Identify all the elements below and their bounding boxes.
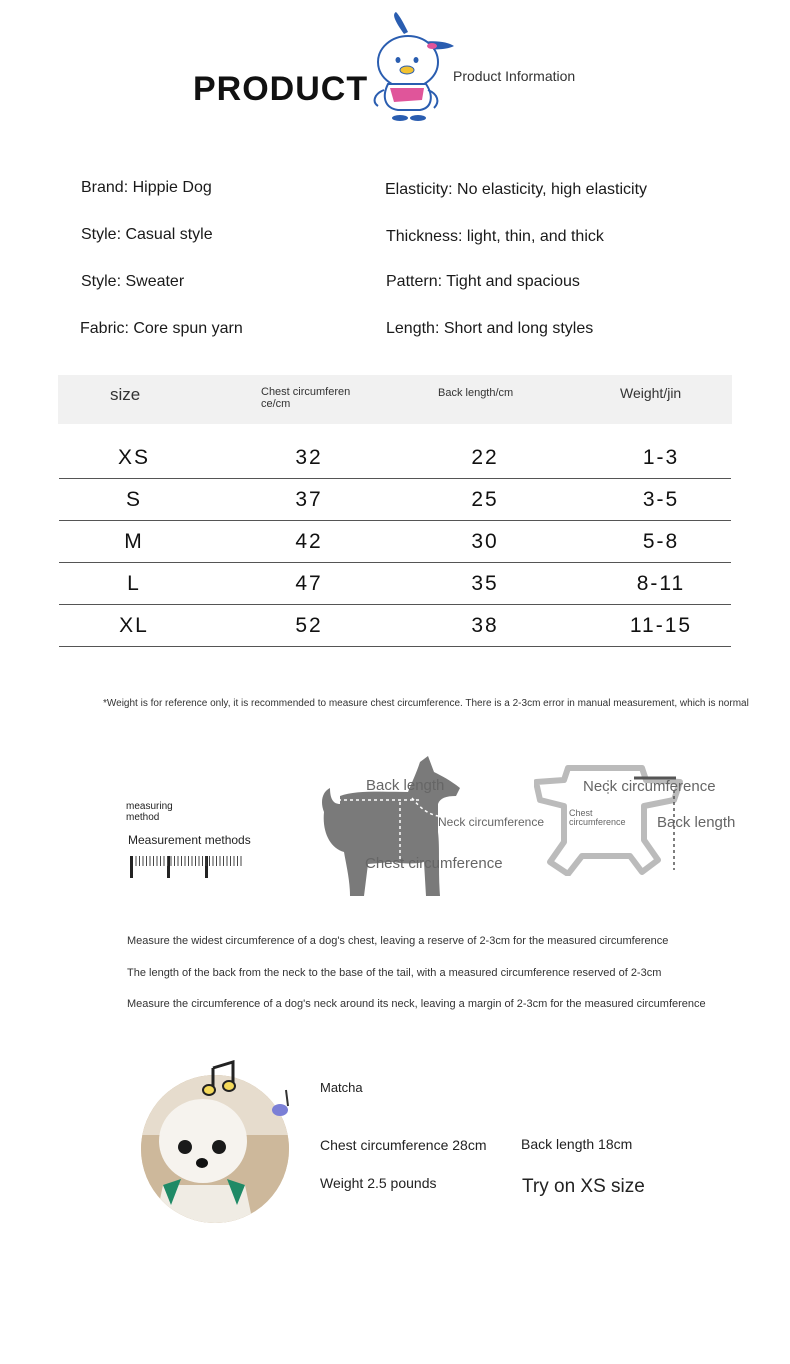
info-fabric: Fabric: Core spun yarn	[80, 320, 243, 337]
header-back: Back length/cm	[438, 387, 514, 399]
desc-neck: Measure the circumference of a dog's neck around its neck, leaving a margin of 2-3cm for the measured circumference	[127, 998, 706, 1010]
header-size: size	[110, 385, 141, 404]
cell-back: 38	[471, 614, 499, 637]
cell-size: L	[127, 572, 141, 595]
cloth-chest-line1: Chest	[569, 808, 593, 818]
model-weight: Weight 2.5 pounds	[320, 1175, 437, 1191]
mascot-icon	[364, 10, 460, 126]
cell-chest: 37	[295, 488, 323, 511]
cloth-neck-label: Neck circumference	[583, 778, 716, 795]
cloth-chest-label	[569, 809, 626, 827]
music-note-small-icon	[268, 1088, 294, 1118]
info-pattern: Pattern: Tight and spacious	[386, 273, 580, 290]
measuring-label-line2: method	[126, 812, 160, 823]
info-style-sweater: Style: Sweater	[81, 273, 185, 290]
music-note-icon	[201, 1060, 239, 1098]
cell-weight: 8-11	[636, 572, 686, 595]
model-chest: Chest circumference 28cm	[320, 1137, 487, 1153]
cloth-back-label: Back length	[657, 814, 736, 831]
cell-back: 25	[471, 488, 499, 511]
dog-back-length-label: Back length	[366, 777, 445, 794]
info-brand: Brand: Hippie Dog	[81, 179, 212, 196]
cell-chest: 32	[295, 446, 323, 469]
model-back: Back length 18cm	[521, 1136, 633, 1152]
cell-back: 35	[471, 572, 499, 595]
desc-back: The length of the back from the neck to the base of the tail, with a measured circumference reserved of 2-3cm	[127, 967, 662, 979]
header-weight: Weight/jin	[620, 385, 682, 401]
cell-size: M	[124, 530, 144, 553]
ruler-icon	[128, 854, 244, 878]
cell-back: 22	[471, 446, 499, 469]
dog-neck-label: Neck circumference	[438, 815, 545, 829]
cell-chest: 47	[295, 572, 323, 595]
cell-size: XL	[119, 614, 149, 637]
cloth-chest-line2: circumference	[569, 817, 626, 827]
cell-weight: 11-15	[629, 614, 693, 637]
dog-chest-label: Chest circumference	[365, 855, 503, 872]
model-try-on: Try on XS size	[522, 1176, 645, 1197]
cell-back: 30	[471, 530, 499, 553]
cell-chest: 42	[295, 530, 323, 553]
cell-chest: 52	[295, 614, 323, 637]
page-subtitle: Product Information	[453, 68, 576, 84]
header-chest	[261, 386, 350, 410]
header-chest-line2: ce/cm	[261, 398, 291, 410]
info-elasticity: Elasticity: No elasticity, high elasticity	[385, 181, 648, 198]
table-row	[59, 605, 731, 647]
cell-size: S	[125, 488, 142, 511]
info-length: Length: Short and long styles	[386, 320, 594, 337]
header-chest-line1: Chest circumferen	[261, 386, 351, 398]
table-row	[59, 479, 731, 521]
table-row	[59, 563, 731, 605]
measuring-label-line1: measuring	[126, 801, 173, 812]
cell-weight: 3-5	[642, 488, 680, 511]
table-row	[59, 521, 731, 563]
info-style-casual: Style: Casual style	[81, 226, 213, 243]
table-row	[59, 437, 731, 479]
model-name: Matcha	[320, 1080, 363, 1095]
desc-chest: Measure the widest circumference of a dog's chest, leaving a reserve of 2-3cm for the measured circumference	[127, 935, 669, 947]
measurement-methods-label: Measurement methods	[128, 833, 251, 847]
weight-note: *Weight is for reference only, it is recommended to measure chest circumference. There is a 2-3cm error in manual measurement, which is normal	[103, 698, 749, 709]
cell-weight: 1-3	[642, 446, 680, 469]
cell-size: XS	[117, 446, 150, 469]
measuring-method-label	[126, 801, 173, 823]
cell-weight: 5-8	[642, 530, 680, 553]
page-title: PRODUCT	[193, 70, 369, 108]
info-thickness: Thickness: light, thin, and thick	[386, 228, 604, 245]
